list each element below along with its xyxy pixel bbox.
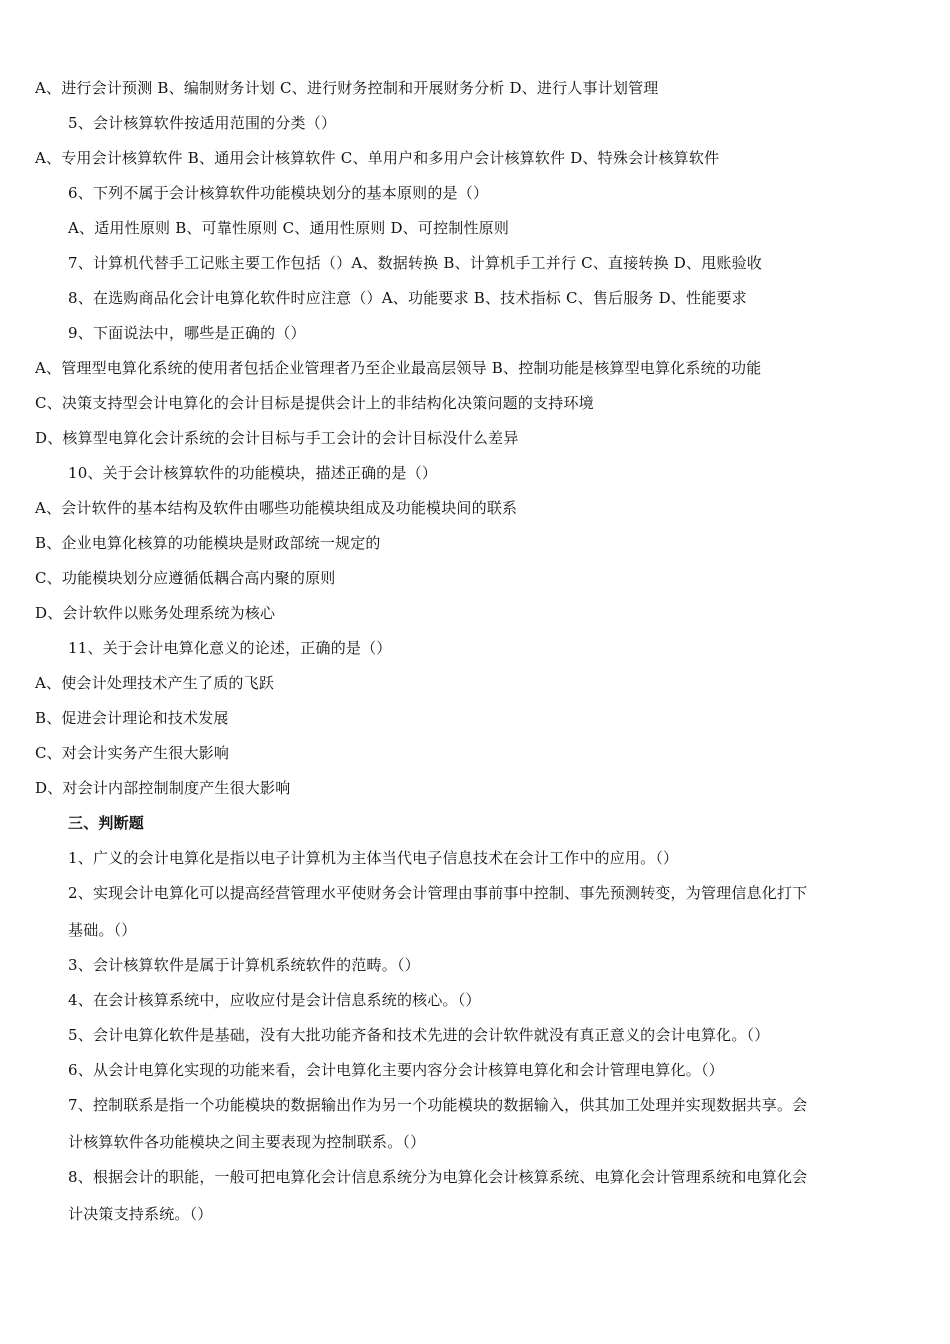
option-line: C、对会计实务产生很大影响 (35, 744, 230, 762)
option-line: A、适用性原则 B、可靠性原则 C、通用性原则 D、可控制性原则 (68, 219, 510, 237)
judgment-7-cont: 计核算软件各功能模块之间主要表现为控制联系。（） (68, 1133, 426, 1151)
option-line: B、企业电算化核算的功能模块是财政部统一规定的 (35, 534, 381, 552)
question-11: 11、关于会计电算化意义的论述，正确的是（） (68, 639, 392, 657)
judgment-4: 4、在会计核算系统中，应收应付是会计信息系统的核心。（） (68, 991, 481, 1009)
judgment-1: 1、广义的会计电算化是指以电子计算机为主体当代电子信息技术在会计工作中的应用。（） (68, 849, 679, 867)
section-heading: 三、判断题 (68, 814, 145, 832)
option-line: D、核算型电算化会计系统的会计目标与手工会计的会计目标没什么差异 (35, 429, 519, 447)
option-line: A、专用会计核算软件 B、通用会计核算软件 C、单用户和多用户会计核算软件 D、特殊会计核算软件 (35, 149, 720, 167)
option-line: A、使会计处理技术产生了质的飞跃 (35, 674, 275, 692)
judgment-8: 8、根据会计的职能，一般可把电算化会计信息系统分为电算化会计核算系统、电算化会计管理系统和电算化会 (68, 1168, 808, 1186)
judgment-3: 3、会计核算软件是属于计算机系统软件的范畴。（） (68, 956, 420, 974)
judgment-2: 2、实现会计电算化可以提高经营管理水平使财务会计管理由事前事中控制、事先预测转变，为管理信息化打下 (68, 884, 808, 902)
option-line: A、会计软件的基本结构及软件由哪些功能模块组成及功能模块间的联系 (35, 499, 518, 517)
option-line: D、对会计内部控制制度产生很大影响 (35, 779, 291, 797)
question-6: 6、下列不属于会计核算软件功能模块划分的基本原则的是（） (68, 184, 489, 202)
judgment-7: 7、控制联系是指一个功能模块的数据输出作为另一个功能模块的数据输入，供其加工处理并实现数据共享。会 (68, 1096, 808, 1114)
judgment-5: 5、会计电算化软件是基础，没有大批功能齐备和技术先进的会计软件就没有真正意义的会计电算化。（） (68, 1026, 770, 1044)
question-8: 8、在选购商品化会计电算化软件时应注意（）A、功能要求 B、技术指标 C、售后服务 D、性能要求 (68, 289, 747, 307)
option-line: C、决策支持型会计电算化的会计目标是提供会计上的非结构化决策问题的支持环境 (35, 394, 594, 412)
option-line: D、会计软件以账务处理系统为核心 (35, 604, 276, 622)
question-9: 9、下面说法中，哪些是正确的（） (68, 324, 306, 342)
option-line: C、功能模块划分应遵循低耦合高内聚的原则 (35, 569, 336, 587)
question-5: 5、会计核算软件按适用范围的分类（） (68, 114, 337, 132)
judgment-2-cont: 基础。（） (68, 921, 137, 939)
option-line: B、促进会计理论和技术发展 (35, 709, 229, 727)
judgment-6: 6、从会计电算化实现的功能来看，会计电算化主要内容分会计核算电算化和会计管理电算化。（） (68, 1061, 724, 1079)
option-line: A、进行会计预测 B、编制财务计划 C、进行财务控制和开展财务分析 D、进行人事计划管理 (35, 79, 659, 97)
judgment-8-cont: 计决策支持系统。（） (68, 1205, 213, 1223)
option-line: A、管理型电算化系统的使用者包括企业管理者乃至企业最高层领导 B、控制功能是核算型电算化系统的功能 (35, 359, 762, 377)
question-10: 10、关于会计核算软件的功能模块，描述正确的是（） (68, 464, 438, 482)
question-7: 7、计算机代替手工记账主要工作包括（）A、数据转换 B、计算机手工并行 C、直接转换 D、甩账验收 (68, 254, 763, 272)
